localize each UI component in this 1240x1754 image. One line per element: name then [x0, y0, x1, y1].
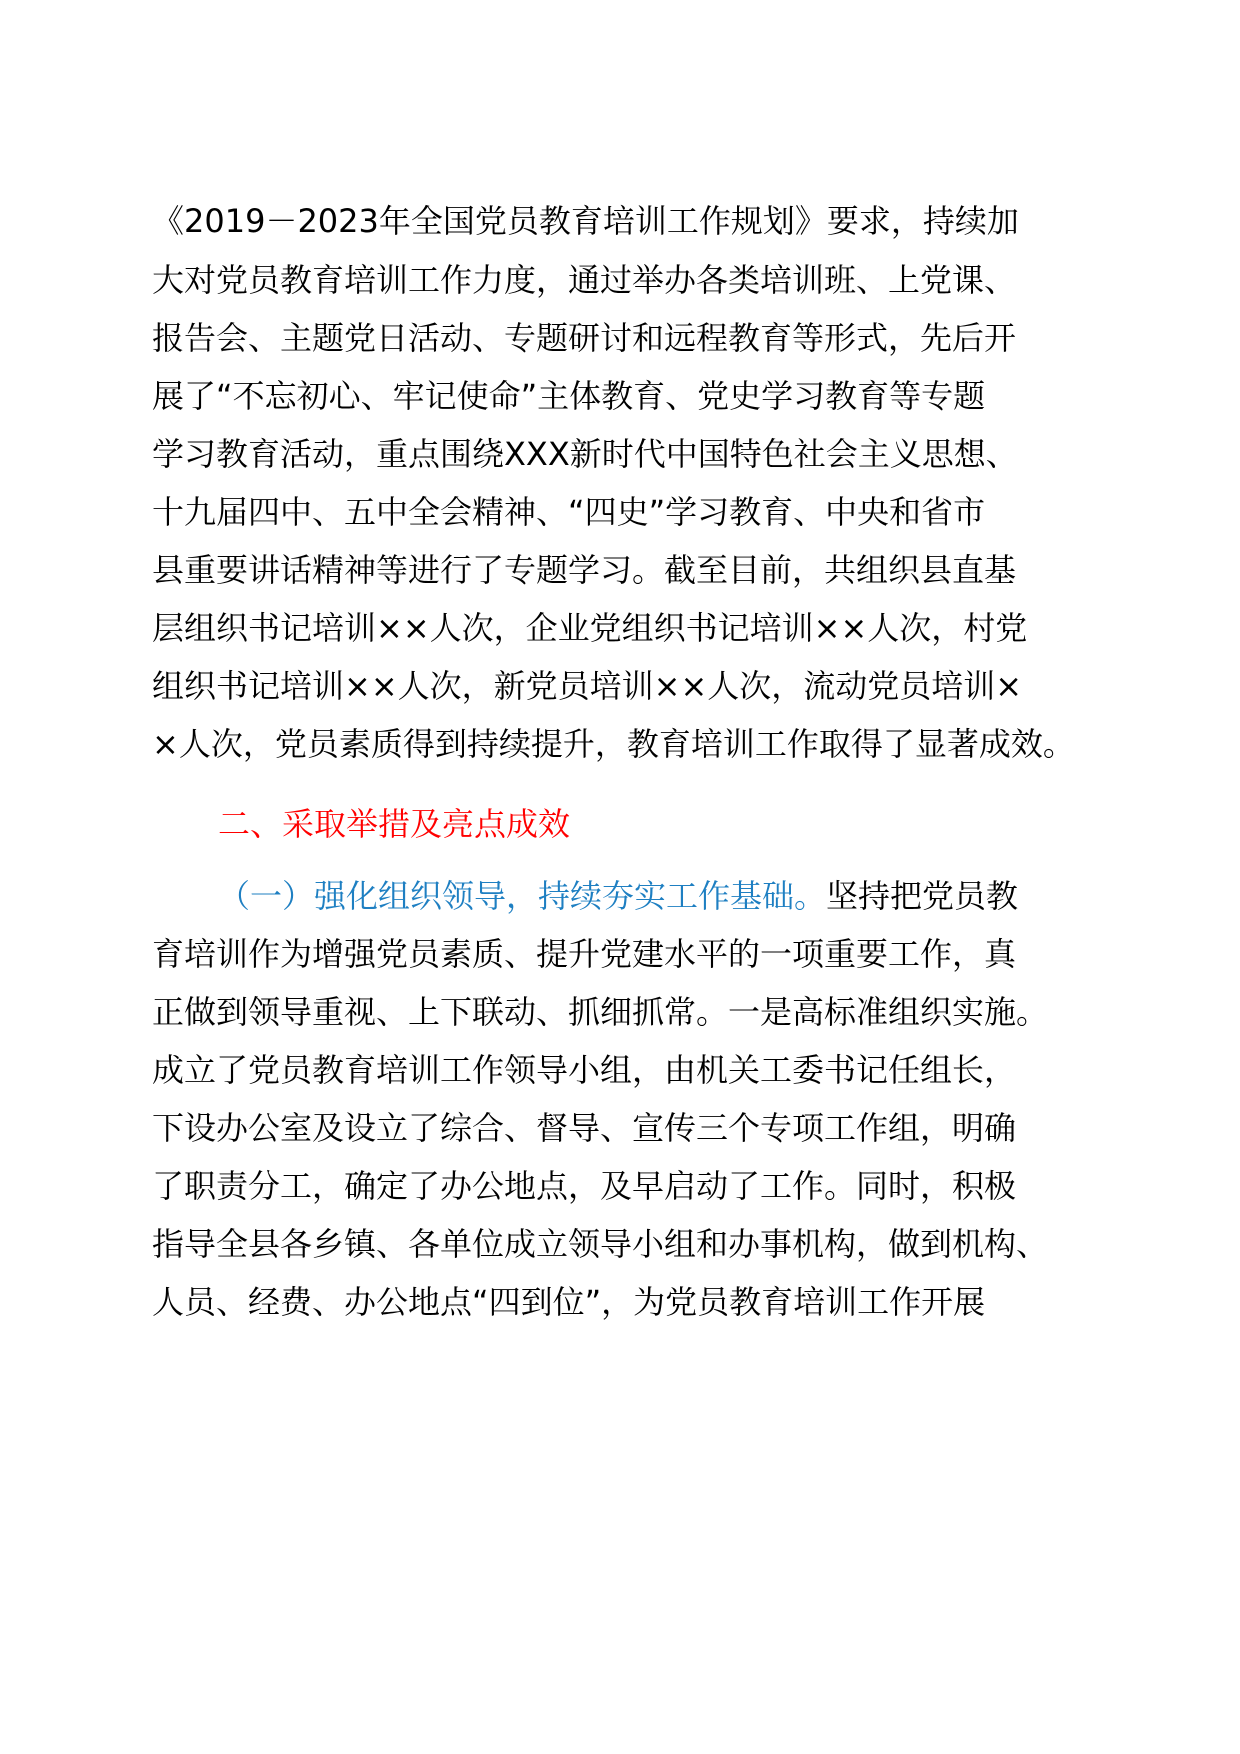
paragraph1-line: 层组织书记培训××人次，企业党组织书记培训××人次，村党: [152, 609, 1028, 647]
paragraph1-line: 大对党员教育培训工作力度，通过举办各类培训班、上党课、: [152, 261, 1017, 299]
section-heading: 二、采取举措及亮点成效: [218, 805, 571, 843]
paragraph2-line: 育培训作为增强党员素质、提升党建水平的一项重要工作，真: [152, 935, 1017, 973]
paragraph1-line: 组织书记培训××人次，新党员培训××人次，流动党员培训×: [152, 667, 1023, 705]
subsection-heading: （一）强化组织领导，持续夯实工作基础。: [218, 877, 827, 915]
paragraph1-line: 展了“不忘初心、牢记使命”主体教育、党史学习教育等专题: [152, 377, 986, 415]
paragraph2-line: 正做到领导重视、上下联动、抓细抓常。一是高标准组织实施。: [152, 993, 1049, 1031]
paragraph2-line: 了职责分工，确定了办公地点，及早启动了工作。同时，积极: [152, 1167, 1017, 1205]
paragraph2-first-line: [218, 876, 1018, 916]
paragraph1-line: 县重要讲话精神等进行了专题学习。截至目前，共组织县直基: [152, 551, 1017, 589]
paragraph1-line: 学习教育活动，重点围绕XXX新时代中国特色社会主义思想、: [152, 435, 1018, 473]
paragraph1-line: 《2019－2023年全国党员教育培训工作规划》要求，持续加: [152, 202, 1019, 240]
paragraph1-line: 十九届四中、五中全会精神、“四史”学习教育、中央和省市: [152, 493, 986, 531]
paragraph1-line: 报告会、主题党日活动、专题研讨和远程教育等形式，先后开: [152, 319, 1017, 357]
paragraph2-line: 下设办公室及设立了综合、督导、宣传三个专项工作组，明确: [152, 1109, 1017, 1147]
paragraph2-lead-text: 坚持把党员教: [826, 877, 1019, 915]
paragraph2-line: 人员、经费、办公地点“四到位”，为党员教育培训工作开展: [152, 1283, 986, 1321]
paragraph2-line: 指导全县各乡镇、各单位成立领导小组和办事机构，做到机构、: [152, 1225, 1049, 1263]
paragraph1-line: ×人次，党员素质得到持续提升，教育培训工作取得了显著成效。: [152, 725, 1075, 763]
paragraph2-line: 成立了党员教育培训工作领导小组，由机关工委书记任组长，: [152, 1051, 1017, 1089]
